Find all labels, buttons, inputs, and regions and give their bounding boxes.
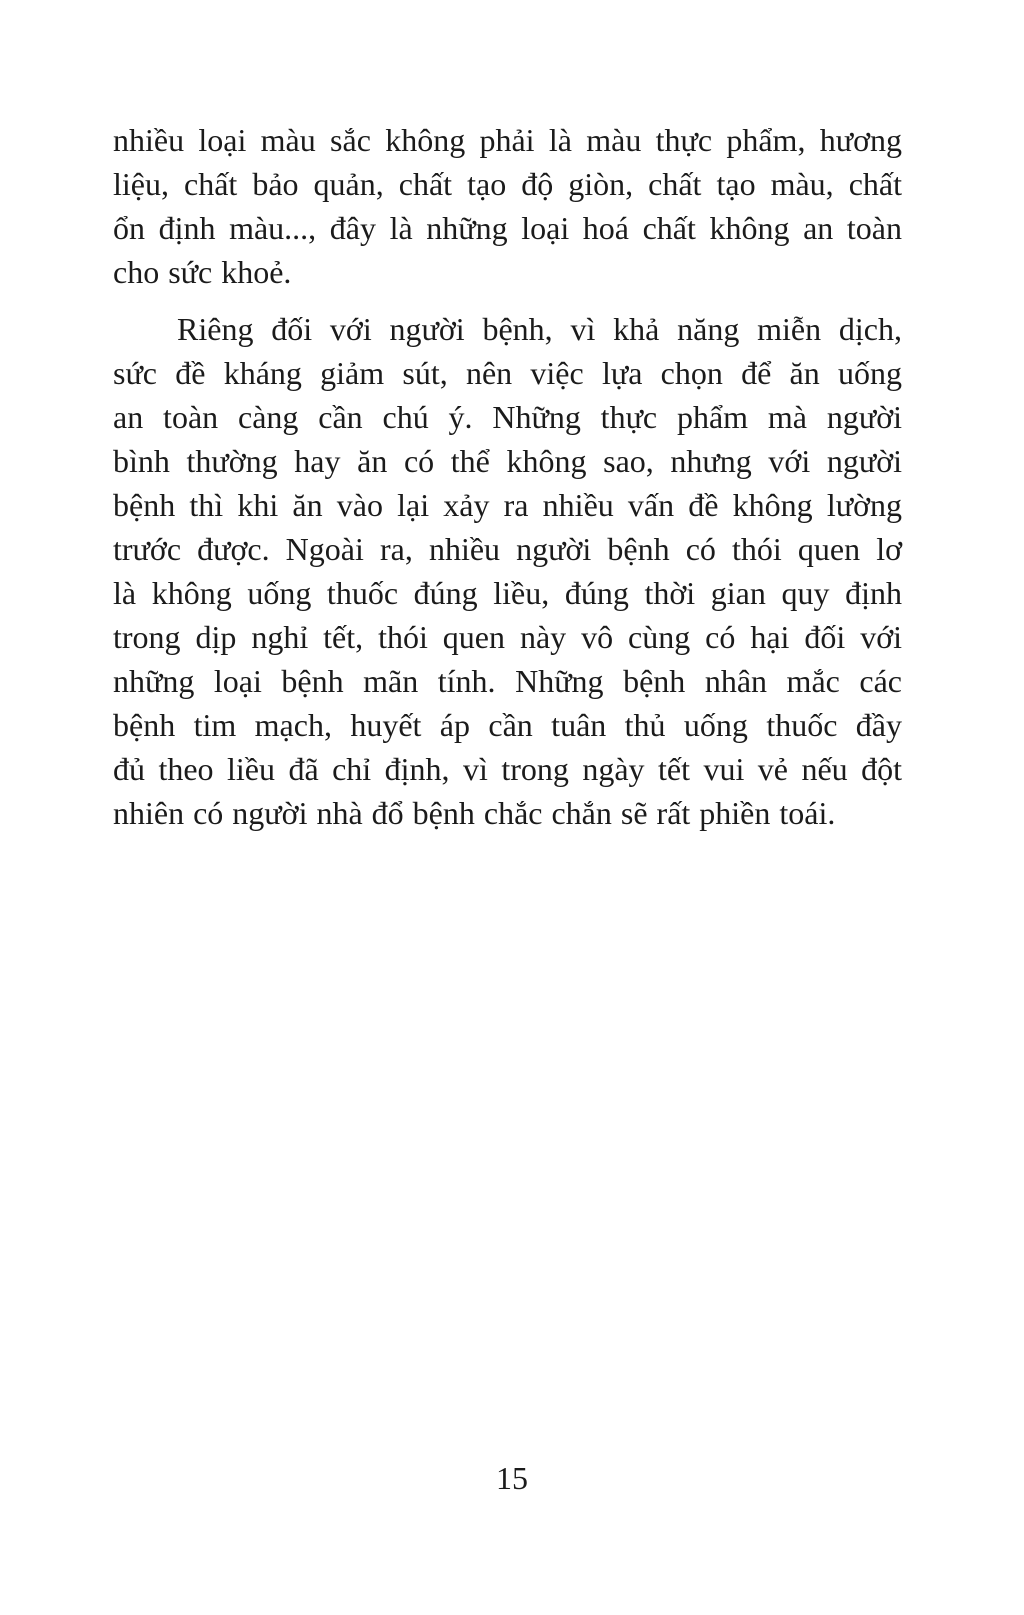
text-line: bình thường hay ăn có thể không sao, nhưng với người <box>113 443 902 479</box>
text-line: trước được. Ngoài ra, nhiều người bệnh có thói quen lơ <box>113 531 902 567</box>
text-line: nhiều loại màu sắc không phải là màu thực phẩm, hương <box>113 122 902 158</box>
page-number: 15 <box>496 1460 528 1496</box>
paragraph <box>113 118 902 294</box>
text-line: cho sức khoẻ. <box>113 254 292 290</box>
text-line: ổn định màu..., đây là những loại hoá chất không an toàn <box>113 210 902 246</box>
text-line: nhiên có người nhà đổ bệnh chắc chắn sẽ rất phiền toái. <box>113 795 836 831</box>
text-line: Riêng đối với người bệnh, vì khả năng miễn dịch, <box>177 311 902 347</box>
text-line: bệnh thì khi ăn vào lại xảy ra nhiều vấn đề không lường <box>113 487 902 523</box>
text-line: những loại bệnh mãn tính. Những bệnh nhân mắc các <box>113 663 902 699</box>
paragraph <box>113 307 902 835</box>
text-line: bệnh tim mạch, huyết áp cần tuân thủ uống thuốc đầy <box>113 707 902 743</box>
text-line: liệu, chất bảo quản, chất tạo độ giòn, chất tạo màu, chất <box>113 166 902 202</box>
text-line: trong dịp nghỉ tết, thói quen này vô cùng có hại đối với <box>113 619 902 655</box>
text-line: an toàn càng cần chú ý. Những thực phẩm mà người <box>113 399 902 435</box>
page-text-block <box>113 118 902 835</box>
text-line: sức đề kháng giảm sút, nên việc lựa chọn để ăn uống <box>113 355 902 391</box>
text-line: đủ theo liều đã chỉ định, vì trong ngày tết vui vẻ nếu đột <box>113 751 902 787</box>
text-line: là không uống thuốc đúng liều, đúng thời gian quy định <box>113 575 902 611</box>
